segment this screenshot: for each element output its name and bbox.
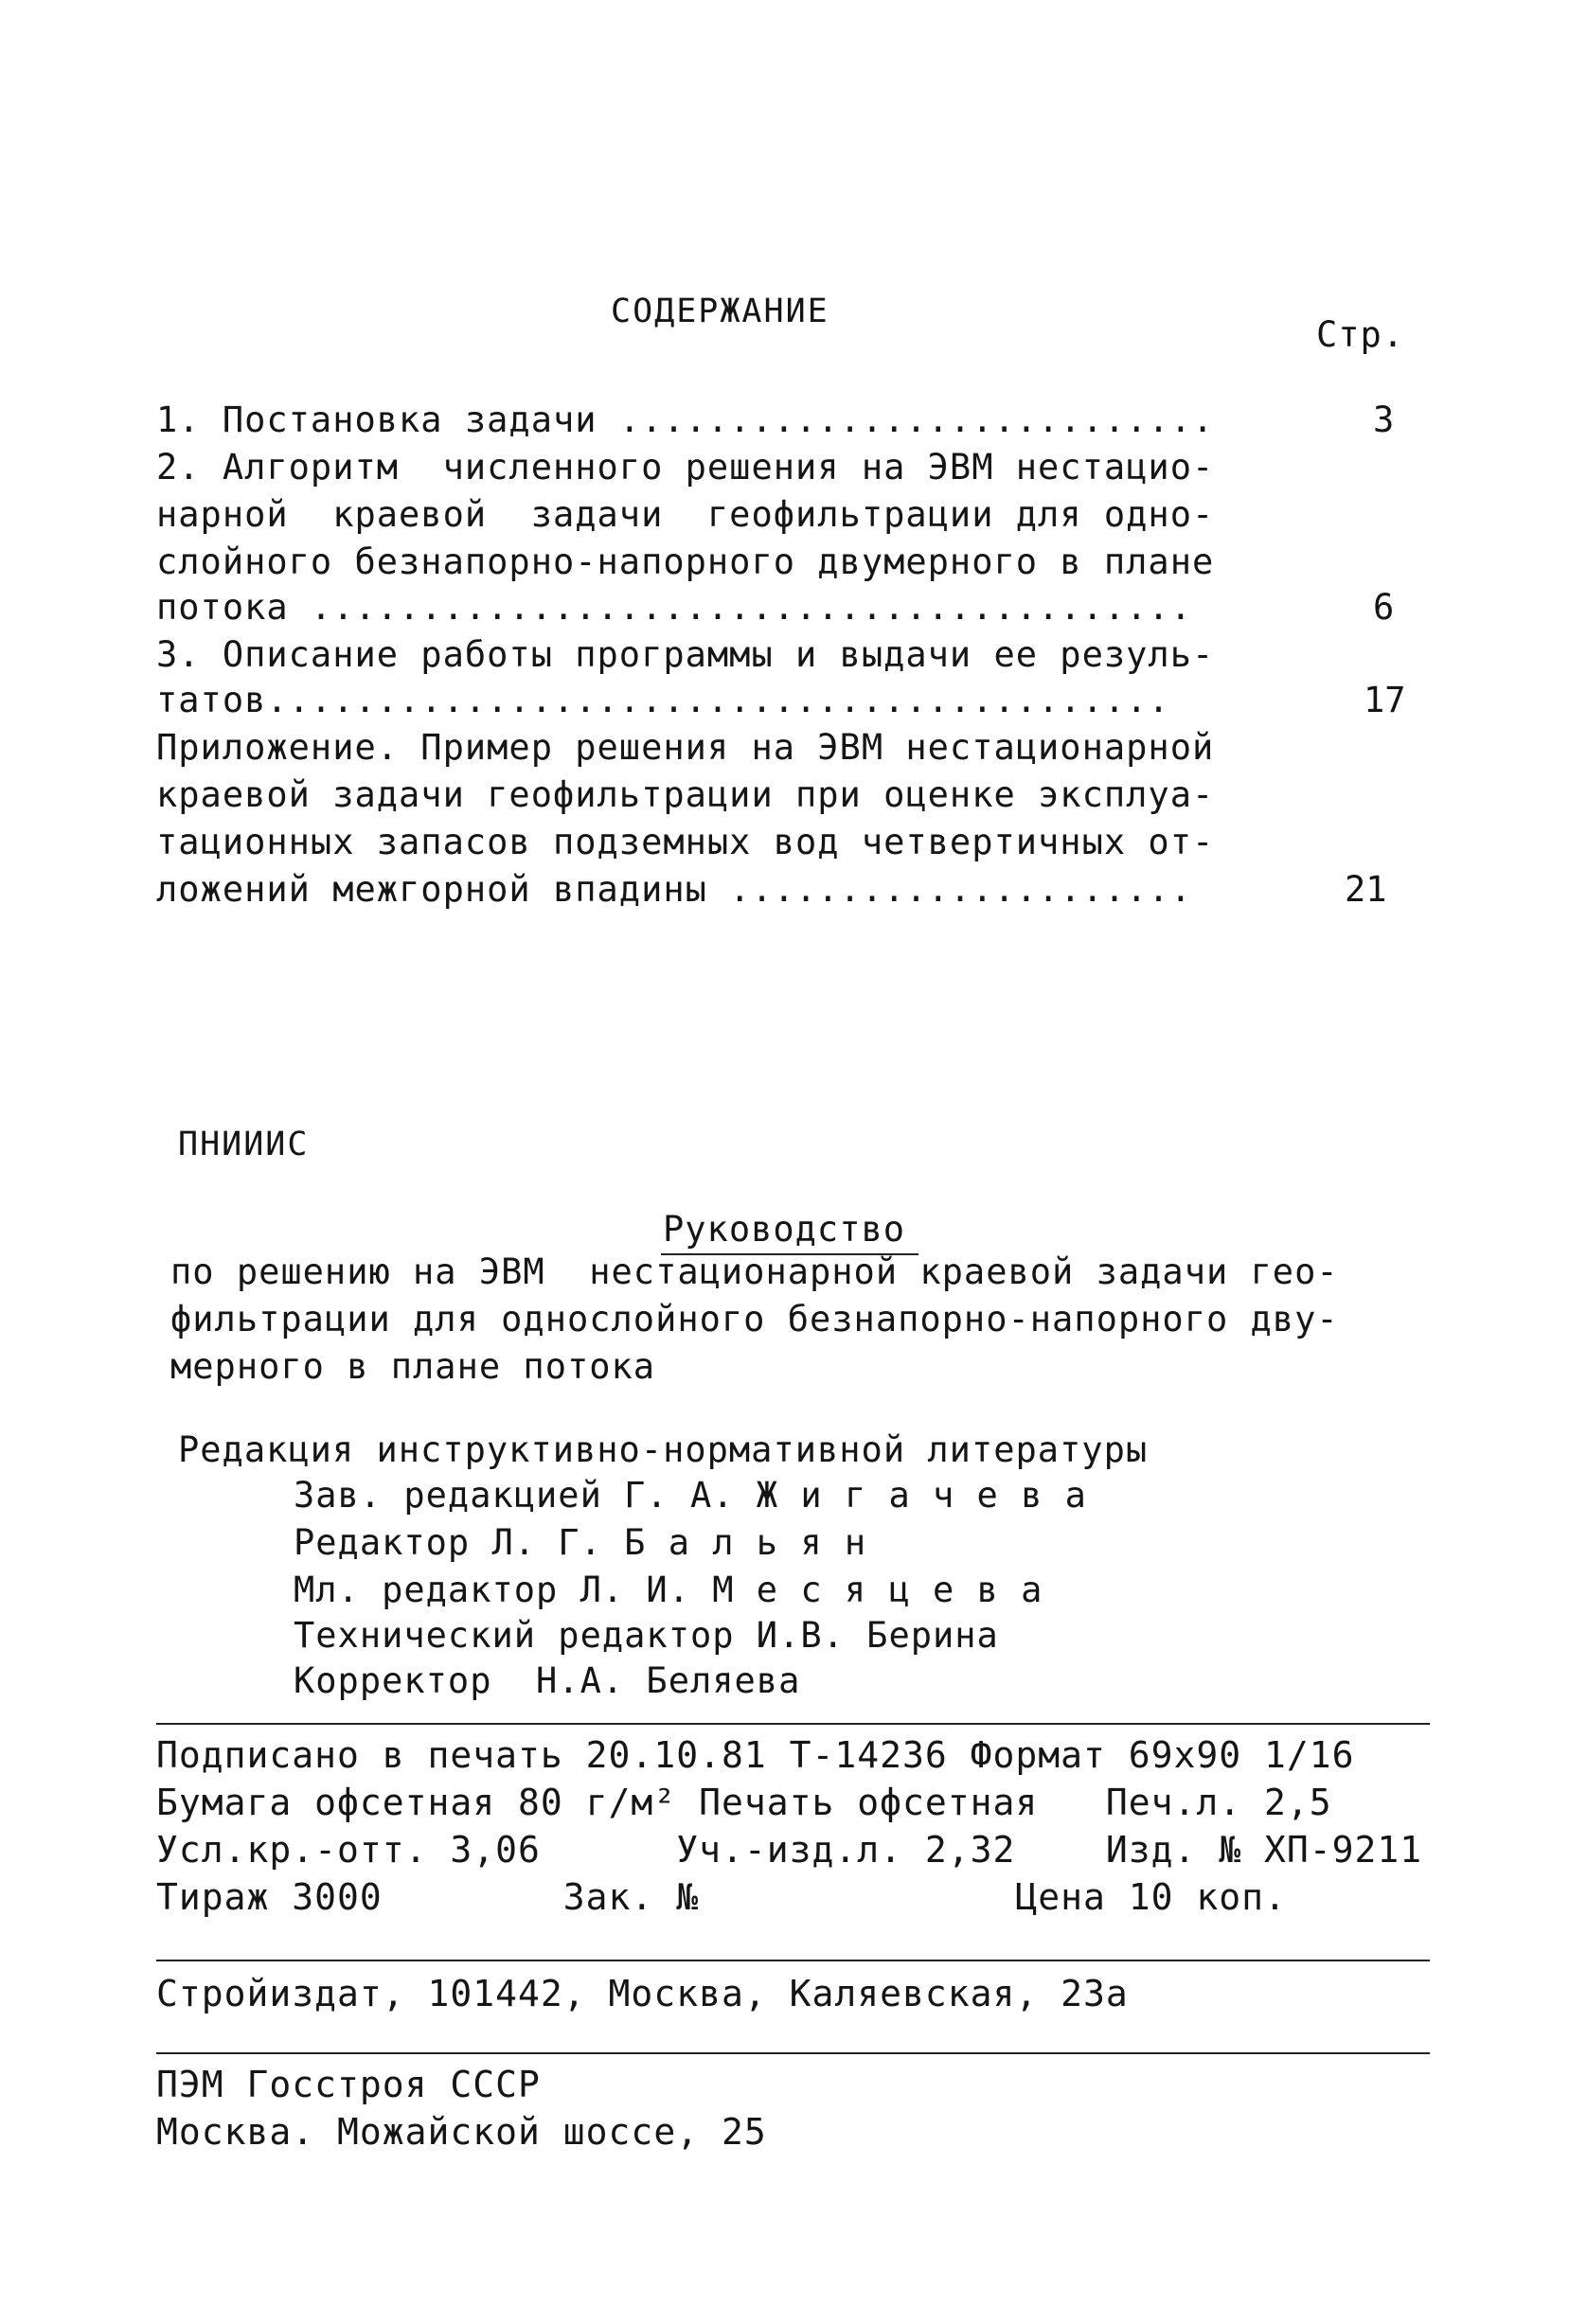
staff-line-5: Корректор Н.А. Беляева	[294, 1660, 801, 1701]
toc-item-4-page: 21	[1345, 869, 1387, 910]
editorial-heading: Редакция инструктивно-нормативной литературы	[178, 1429, 1149, 1470]
printer-top-rule	[156, 2052, 1430, 2054]
staff-line-3: Мл. редактор Л. И. М е с я ц е в а	[294, 1570, 1043, 1610]
guide-description-line-3: мерного в плане потока	[170, 1346, 656, 1387]
institute-name: ПНИИИС	[178, 1126, 310, 1163]
publisher-line: Стройиздат, 101442, Москва, Каляевская, 23а	[156, 1973, 1129, 2014]
staff-line-2: Редактор Л. Г. Б а л ь я н	[294, 1522, 867, 1563]
staff-line-4: Технический редактор И.В. Берина	[294, 1615, 999, 1656]
imprint-line-2: Бумага офсетная 80 г/м² Печать офсетная Печ.л. 2,5	[156, 1782, 1332, 1823]
imprint-line-3: Усл.кр.-отт. 3,06 Уч.-изд.л. 2,32 Изд. № ХП-9211	[156, 1829, 1423, 1871]
page-column-header: Стр.	[1316, 314, 1405, 355]
guide-title: Руководство	[663, 1209, 906, 1250]
contents-title: СОДЕРЖАНИЕ	[611, 293, 829, 330]
imprint-line-1: Подписано в печать 20.10.81 Т-14236 Формат 69х90 1/16	[156, 1734, 1355, 1776]
toc-item-4-line-4: ложений межгорной впадины .....................	[156, 869, 1192, 910]
toc-item-2-line-1: 2. Алгоритм численного решения на ЭВМ нестацио-	[156, 447, 1215, 488]
toc-item-4-line-1: Приложение. Пример решения на ЭВМ нестационарной	[156, 727, 1215, 768]
toc-item-4-line-3: тационных запасов подземных вод четвертичных от-	[156, 822, 1215, 862]
toc-item-4-line-2: краевой задачи геофильтрации при оценке эксплуа-	[156, 774, 1215, 815]
toc-item-1-page: 3	[1373, 399, 1395, 440]
staff-line-1: Зав. редакцией Г. А. Ж и г а ч е в а	[294, 1475, 1087, 1516]
toc-item-1-line-1: 1. Постановка задачи ...........................	[156, 399, 1215, 440]
toc-item-3-page: 17	[1364, 680, 1406, 720]
guide-description-line-1: по решению на ЭВМ нестационарной краевой задачи гео-	[170, 1251, 1339, 1292]
toc-item-2-line-2: нарной краевой задачи геофильтрации для одно-	[156, 494, 1215, 535]
printer-line-2: Москва. Можайской шоссе, 25	[156, 2111, 767, 2153]
printer-line-1: ПЭМ Госстроя СССР	[156, 2064, 541, 2105]
guide-description-line-2: фильтрации для однослойного безнапорно-напорного дву-	[170, 1299, 1339, 1339]
toc-item-2-line-3: слойного безнапорно-напорного двумерного в плане	[156, 541, 1215, 582]
publisher-top-rule	[156, 1960, 1430, 1961]
imprint-top-rule	[156, 1723, 1430, 1725]
toc-item-2-page: 6	[1373, 587, 1395, 628]
toc-item-3-line-2: татов.........................................	[156, 680, 1170, 720]
toc-item-3-line-1: 3. Описание работы программы и выдачи ее резуль-	[156, 634, 1215, 675]
imprint-line-4: Тираж 3000 Зак. № Цена 10 коп.	[156, 1876, 1287, 1918]
toc-item-2-line-4: потока ........................................	[156, 587, 1192, 628]
